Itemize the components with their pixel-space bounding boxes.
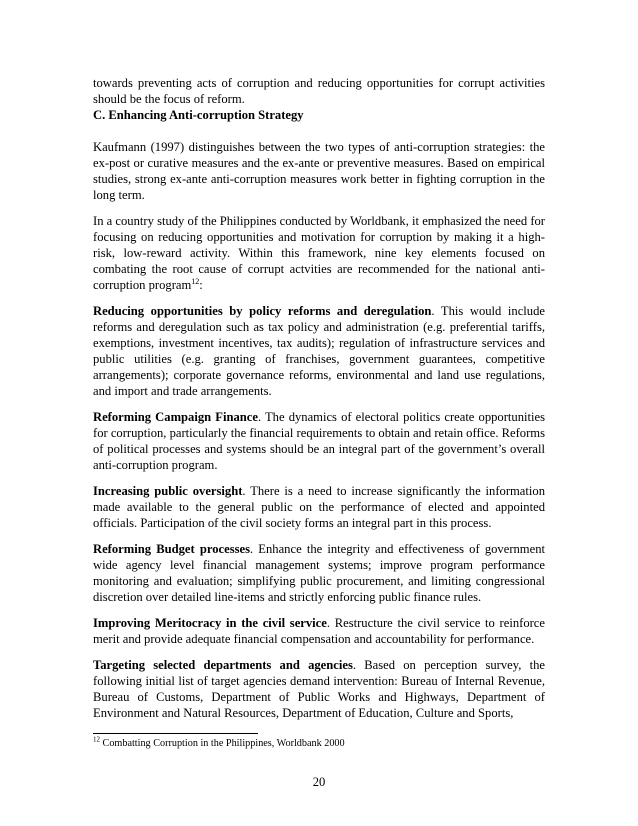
footnote-divider [93, 733, 258, 734]
element-body: . Based on perception survey, the following initial list of target agencies demand intervention: Bureau of Internal Revenue, Bureau of Customs, Department of Public Works and Highways, Department of Environment and Natural Resources, Department of Education, Culture and Sports, [93, 658, 546, 720]
element-title: Reforming Campaign Finance [93, 410, 258, 424]
paragraph-kaufmann: Kaufmann (1997) distinguishes between the two types of anti-corruption strategies: the ex-post or curative measures and the ex-ante or preventive measures. Based on empirical studies, strong ex-ante anti-corruption measures work better in fighting corruption in the long term. [93, 140, 545, 202]
element-paragraph [93, 615, 545, 647]
element-paragraph [93, 657, 545, 721]
paragraph-philippines-text: In a country study of the Philippines conducted by Worldbank, it emphasized the need for focusing on reducing opportunities and motivation for corruption by making it a high-risk, low-reward activity. Within this framework, nine key elements focused on combating the root cause of corrupt actvities are recommended for the national anti-corruption program [93, 214, 545, 292]
element-body: . Restructure the civil service to reinforce merit and provide adequate financial compensation and accountability for performance. [93, 616, 545, 646]
element-title: Increasing public oversight [93, 484, 243, 498]
element-paragraph [93, 483, 545, 531]
page-body [93, 75, 545, 721]
paragraph-philippines [93, 213, 545, 293]
page-number: 20 [312, 775, 326, 789]
element-title: Reducing opportunities by policy reforms and deregulation [93, 304, 432, 318]
element-title: Reforming Budget processes [93, 542, 250, 556]
element-title: Targeting selected departments and agencies [93, 658, 353, 672]
element-paragraph [93, 303, 545, 399]
section-heading: C. Enhancing Anti-corruption Strategy [93, 108, 304, 122]
footnote-reference: 12 [191, 276, 200, 286]
footnote-text: Combatting Corruption in the Philippines, Worldbank 2000 [100, 738, 345, 749]
footnote-marker: 12 [93, 735, 100, 744]
paragraph-philippines-colon: : [199, 278, 203, 292]
element-body: . Enhance the integrity and effectiveness of government wide agency level financial management systems; improve program performance monitoring and evaluation; simplifying public procurement, and limiting congressional discretion over detailed line-items and strictly enforcing public finance rules. [93, 542, 545, 604]
continued-paragraph: towards preventing acts of corruption and reducing opportunities for corrupt activities should be the focus of reform. [93, 76, 545, 106]
element-title: Improving Meritocracy in the civil service [93, 616, 327, 630]
footnote [93, 737, 345, 750]
element-paragraph [93, 541, 545, 605]
element-paragraph [93, 409, 545, 473]
element-body: . This would include reforms and deregulation such as tax policy and administration (e.g. preferential tariffs, exemptions, investment incentives, tax audits); regulation of infrastructure services and public utilities (e.g. granting of franchises, government guarantees, competitive arrangements); corporate governance reforms, environmental and land use regulations, and import and trade arrangements. [93, 304, 545, 398]
element-body: . There is a need to increase significantly the information made available to the general public on the performance of elected and appointed officials. Participation of the civil society forms an integral part in this process. [93, 484, 545, 530]
element-body: . The dynamics of electoral politics create opportunities for corruption, particularly the financial requirements to obtain and retain office. Reforms of political processes and systems should be an integral part of the government’s overall anti-corruption program. [93, 410, 545, 472]
